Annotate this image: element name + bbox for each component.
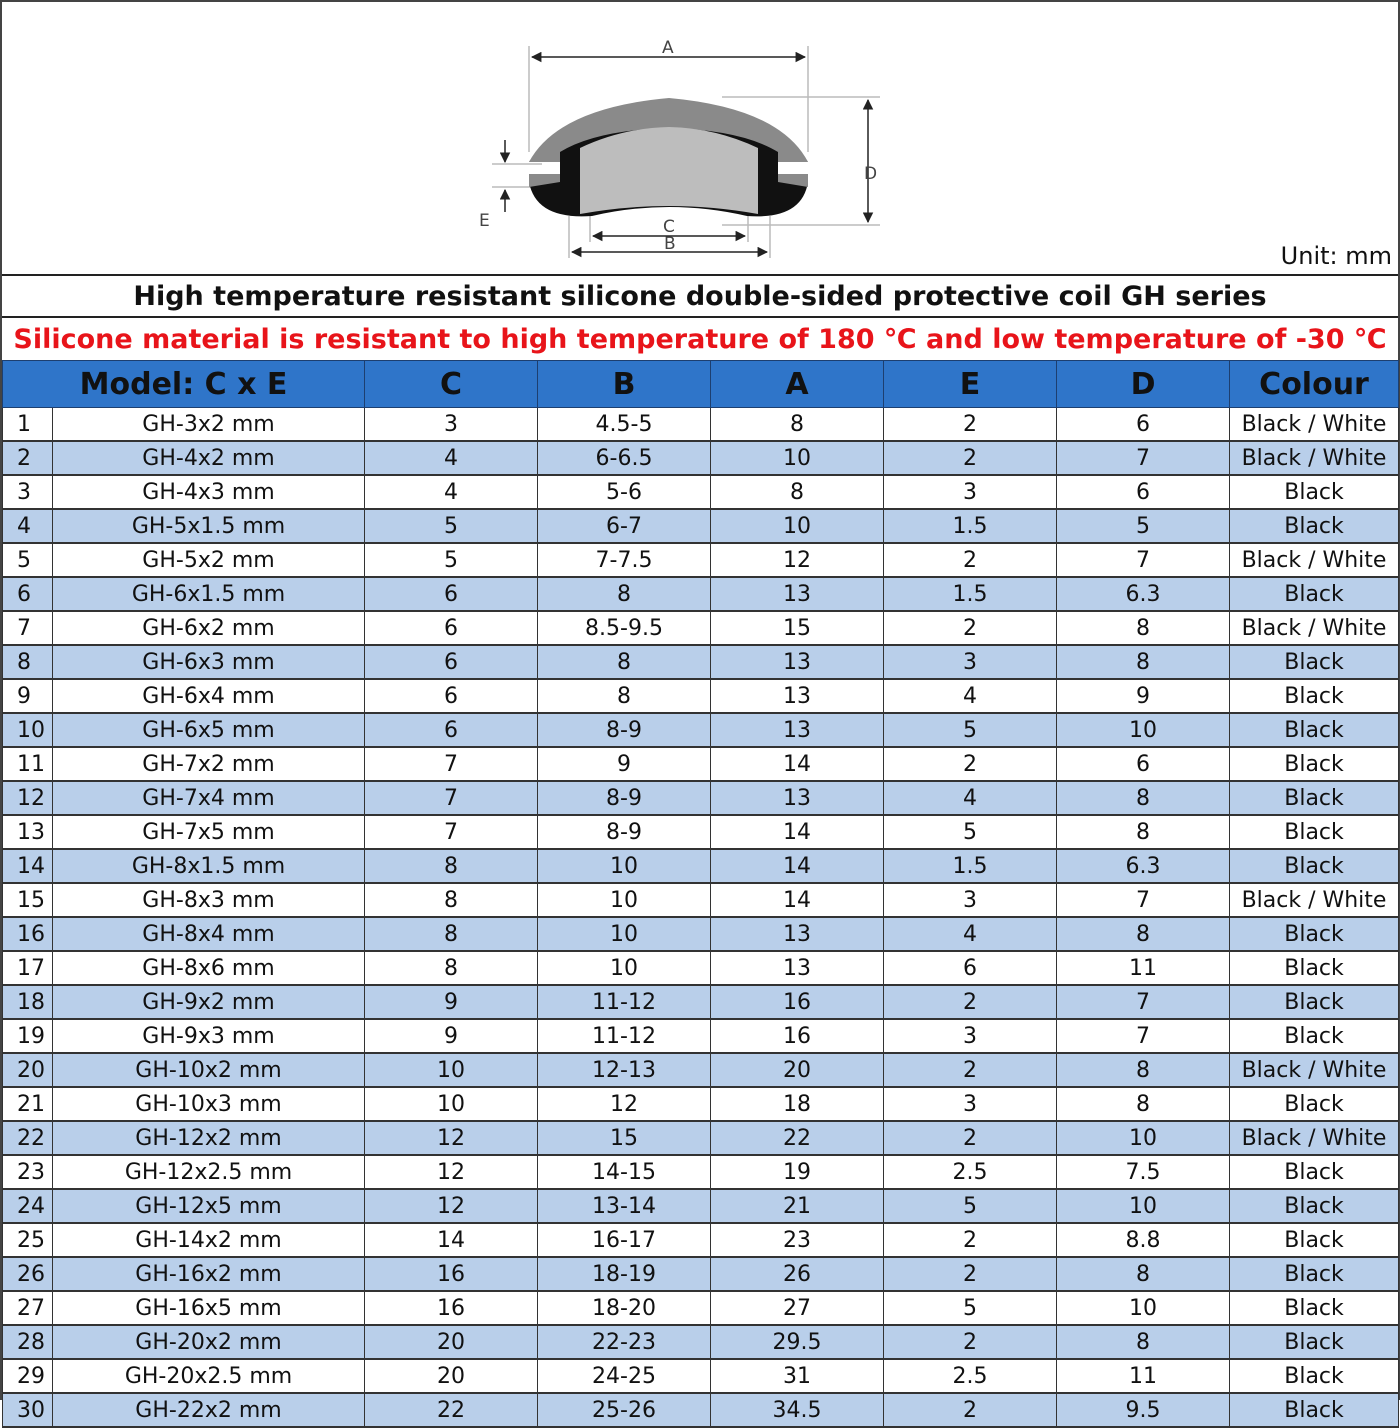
b-cell: 5-6 — [538, 475, 711, 509]
row-number: 6 — [3, 577, 53, 611]
c-cell: 9 — [365, 985, 538, 1019]
model-cell: GH-4x3 mm — [53, 475, 365, 509]
a-cell: 22 — [711, 1121, 884, 1155]
table-row — [3, 1359, 1399, 1393]
colour-cell: Black — [1230, 1257, 1399, 1291]
model-cell: GH-14x2 mm — [53, 1223, 365, 1257]
a-cell: 16 — [711, 1019, 884, 1053]
a-cell: 27 — [711, 1291, 884, 1325]
b-cell: 10 — [538, 951, 711, 985]
e-cell: 3 — [884, 1087, 1057, 1121]
a-cell: 8 — [711, 408, 884, 442]
header-d: D — [1057, 361, 1230, 408]
colour-cell: Black / White — [1230, 408, 1399, 442]
table-row — [3, 645, 1399, 679]
d-cell: 10 — [1057, 1121, 1230, 1155]
a-cell: 20 — [711, 1053, 884, 1087]
colour-cell: Black — [1230, 747, 1399, 781]
a-cell: 18 — [711, 1087, 884, 1121]
table-row — [3, 543, 1399, 577]
c-cell: 8 — [365, 951, 538, 985]
a-cell: 16 — [711, 985, 884, 1019]
row-number: 9 — [3, 679, 53, 713]
c-cell: 8 — [365, 883, 538, 917]
colour-cell: Black — [1230, 679, 1399, 713]
e-cell: 3 — [884, 1019, 1057, 1053]
a-cell: 13 — [711, 645, 884, 679]
row-number: 2 — [3, 441, 53, 475]
a-cell: 31 — [711, 1359, 884, 1393]
row-number: 23 — [3, 1155, 53, 1189]
colour-cell: Black — [1230, 951, 1399, 985]
d-cell: 7 — [1057, 441, 1230, 475]
b-cell: 6-7 — [538, 509, 711, 543]
e-cell: 2 — [884, 543, 1057, 577]
table-row — [3, 713, 1399, 747]
table-row — [3, 1223, 1399, 1257]
row-number: 21 — [3, 1087, 53, 1121]
table-row — [3, 1019, 1399, 1053]
c-cell: 6 — [365, 645, 538, 679]
model-cell: GH-16x2 mm — [53, 1257, 365, 1291]
row-number: 4 — [3, 509, 53, 543]
table-row — [3, 1189, 1399, 1223]
model-cell: GH-8x6 mm — [53, 951, 365, 985]
e-cell: 3 — [884, 475, 1057, 509]
e-cell: 3 — [884, 645, 1057, 679]
c-cell: 12 — [365, 1121, 538, 1155]
b-cell: 11-12 — [538, 985, 711, 1019]
b-cell: 11-12 — [538, 1019, 711, 1053]
c-cell: 9 — [365, 1019, 538, 1053]
table-row — [3, 611, 1399, 645]
table-title: High temperature resistant silicone double-sided protective coil GH series — [2, 274, 1398, 318]
table-row — [3, 951, 1399, 985]
table-row — [3, 781, 1399, 815]
model-cell: GH-10x2 mm — [53, 1053, 365, 1087]
grommet-diagram — [2, 2, 1398, 274]
e-cell: 2 — [884, 1393, 1057, 1427]
table-row — [3, 1393, 1399, 1427]
e-cell: 1.5 — [884, 849, 1057, 883]
model-cell: GH-16x5 mm — [53, 1291, 365, 1325]
colour-cell: Black / White — [1230, 441, 1399, 475]
colour-cell: Black — [1230, 1155, 1399, 1189]
model-cell: GH-6x4 mm — [53, 679, 365, 713]
colour-cell: Black — [1230, 645, 1399, 679]
diagram-area — [2, 2, 1398, 274]
colour-cell: Black — [1230, 1325, 1399, 1359]
e-cell: 5 — [884, 1189, 1057, 1223]
table-row — [3, 577, 1399, 611]
c-cell: 20 — [365, 1359, 538, 1393]
colour-cell: Black — [1230, 917, 1399, 951]
c-cell: 4 — [365, 441, 538, 475]
e-cell: 4 — [884, 781, 1057, 815]
e-cell: 2 — [884, 1121, 1057, 1155]
c-cell: 7 — [365, 781, 538, 815]
d-cell: 6 — [1057, 475, 1230, 509]
d-cell: 8 — [1057, 1257, 1230, 1291]
e-cell: 2.5 — [884, 1359, 1057, 1393]
b-cell: 15 — [538, 1121, 711, 1155]
row-number: 11 — [3, 747, 53, 781]
a-cell: 14 — [711, 883, 884, 917]
b-cell: 8-9 — [538, 713, 711, 747]
row-number: 30 — [3, 1393, 53, 1427]
b-cell: 8 — [538, 577, 711, 611]
model-cell: GH-8x4 mm — [53, 917, 365, 951]
a-cell: 14 — [711, 849, 884, 883]
d-cell: 8 — [1057, 781, 1230, 815]
c-cell: 5 — [365, 509, 538, 543]
header-a: A — [711, 361, 884, 408]
b-cell: 8-9 — [538, 815, 711, 849]
e-cell: 1.5 — [884, 577, 1057, 611]
colour-cell: Black — [1230, 1359, 1399, 1393]
colour-cell: Black — [1230, 1223, 1399, 1257]
header-row — [3, 361, 1399, 408]
c-cell: 16 — [365, 1257, 538, 1291]
model-cell: GH-12x2.5 mm — [53, 1155, 365, 1189]
e-cell: 2 — [884, 441, 1057, 475]
colour-cell: Black — [1230, 849, 1399, 883]
d-cell: 8 — [1057, 917, 1230, 951]
e-cell: 2 — [884, 1325, 1057, 1359]
row-number: 10 — [3, 713, 53, 747]
d-cell: 8.8 — [1057, 1223, 1230, 1257]
model-cell: GH-7x2 mm — [53, 747, 365, 781]
a-cell: 26 — [711, 1257, 884, 1291]
table-row — [3, 679, 1399, 713]
model-cell: GH-6x5 mm — [53, 713, 365, 747]
colour-cell: Black — [1230, 1393, 1399, 1427]
model-cell: GH-6x1.5 mm — [53, 577, 365, 611]
d-cell: 8 — [1057, 1325, 1230, 1359]
row-number: 14 — [3, 849, 53, 883]
row-number: 15 — [3, 883, 53, 917]
b-cell: 12 — [538, 1087, 711, 1121]
label-e: E — [479, 211, 490, 231]
b-cell: 8-9 — [538, 781, 711, 815]
d-cell: 6 — [1057, 408, 1230, 442]
b-cell: 6-6.5 — [538, 441, 711, 475]
b-cell: 7-7.5 — [538, 543, 711, 577]
colour-cell: Black — [1230, 577, 1399, 611]
d-cell: 7 — [1057, 883, 1230, 917]
b-cell: 10 — [538, 849, 711, 883]
d-cell: 6.3 — [1057, 577, 1230, 611]
model-cell: GH-8x1.5 mm — [53, 849, 365, 883]
b-cell: 4.5-5 — [538, 408, 711, 442]
c-cell: 6 — [365, 577, 538, 611]
colour-cell: Black / White — [1230, 611, 1399, 645]
c-cell: 6 — [365, 713, 538, 747]
b-cell: 10 — [538, 883, 711, 917]
c-cell: 10 — [365, 1053, 538, 1087]
label-b: B — [664, 234, 676, 254]
b-cell: 8 — [538, 645, 711, 679]
a-cell: 8 — [711, 475, 884, 509]
table-row — [3, 475, 1399, 509]
table-row — [3, 1121, 1399, 1155]
d-cell: 8 — [1057, 611, 1230, 645]
colour-cell: Black — [1230, 1087, 1399, 1121]
b-cell: 12-13 — [538, 1053, 711, 1087]
a-cell: 13 — [711, 577, 884, 611]
colour-cell: Black — [1230, 475, 1399, 509]
d-cell: 8 — [1057, 815, 1230, 849]
a-cell: 21 — [711, 1189, 884, 1223]
model-cell: GH-4x2 mm — [53, 441, 365, 475]
header-e: E — [884, 361, 1057, 408]
c-cell: 5 — [365, 543, 538, 577]
model-cell: GH-12x2 mm — [53, 1121, 365, 1155]
table-body — [3, 408, 1399, 1428]
spec-table — [2, 360, 1399, 1428]
model-cell: GH-9x3 mm — [53, 1019, 365, 1053]
a-cell: 12 — [711, 543, 884, 577]
a-cell: 13 — [711, 917, 884, 951]
colour-cell: Black — [1230, 713, 1399, 747]
header-b: B — [538, 361, 711, 408]
model-cell: GH-6x2 mm — [53, 611, 365, 645]
table-row — [3, 1087, 1399, 1121]
c-cell: 12 — [365, 1189, 538, 1223]
label-c: C — [663, 217, 675, 237]
e-cell: 2 — [884, 747, 1057, 781]
c-cell: 6 — [365, 611, 538, 645]
d-cell: 10 — [1057, 713, 1230, 747]
d-cell: 8 — [1057, 1087, 1230, 1121]
table-row — [3, 1155, 1399, 1189]
model-cell: GH-9x2 mm — [53, 985, 365, 1019]
row-number: 17 — [3, 951, 53, 985]
model-cell: GH-7x4 mm — [53, 781, 365, 815]
c-cell: 16 — [365, 1291, 538, 1325]
c-cell: 7 — [365, 815, 538, 849]
grommet-core — [580, 127, 758, 214]
colour-cell: Black / White — [1230, 1121, 1399, 1155]
colour-cell: Black — [1230, 1019, 1399, 1053]
colour-cell: Black / White — [1230, 543, 1399, 577]
label-d: D — [864, 164, 878, 184]
a-cell: 13 — [711, 781, 884, 815]
model-cell: GH-5x2 mm — [53, 543, 365, 577]
a-cell: 14 — [711, 815, 884, 849]
a-cell: 10 — [711, 441, 884, 475]
header-model: Model: C x E — [3, 361, 365, 408]
e-cell: 3 — [884, 883, 1057, 917]
table-row — [3, 849, 1399, 883]
row-number: 29 — [3, 1359, 53, 1393]
table-row — [3, 441, 1399, 475]
b-cell: 22-23 — [538, 1325, 711, 1359]
colour-cell: Black / White — [1230, 1053, 1399, 1087]
d-cell: 11 — [1057, 1359, 1230, 1393]
b-cell: 9 — [538, 747, 711, 781]
d-cell: 5 — [1057, 509, 1230, 543]
table-row — [3, 747, 1399, 781]
a-cell: 34.5 — [711, 1393, 884, 1427]
temperature-note: Silicone material is resistant to high temperature of 180 ℃ and low temperature of -30 ℃ — [13, 323, 1387, 355]
row-number: 18 — [3, 985, 53, 1019]
table-row — [3, 815, 1399, 849]
row-number: 8 — [3, 645, 53, 679]
e-cell: 5 — [884, 1291, 1057, 1325]
e-cell: 2 — [884, 985, 1057, 1019]
row-number: 16 — [3, 917, 53, 951]
a-cell: 23 — [711, 1223, 884, 1257]
table-row — [3, 1325, 1399, 1359]
model-cell: GH-12x5 mm — [53, 1189, 365, 1223]
row-number: 25 — [3, 1223, 53, 1257]
e-cell: 5 — [884, 815, 1057, 849]
a-cell: 15 — [711, 611, 884, 645]
b-cell: 10 — [538, 917, 711, 951]
a-cell: 29.5 — [711, 1325, 884, 1359]
colour-cell: Black — [1230, 1291, 1399, 1325]
colour-cell: Black — [1230, 985, 1399, 1019]
d-cell: 7.5 — [1057, 1155, 1230, 1189]
d-cell: 8 — [1057, 1053, 1230, 1087]
label-a: A — [662, 38, 674, 58]
b-cell: 24-25 — [538, 1359, 711, 1393]
a-cell: 13 — [711, 713, 884, 747]
d-cell: 10 — [1057, 1189, 1230, 1223]
e-cell: 2 — [884, 1257, 1057, 1291]
row-number: 20 — [3, 1053, 53, 1087]
header-c: C — [365, 361, 538, 408]
row-number: 1 — [3, 408, 53, 442]
table-row — [3, 883, 1399, 917]
d-cell: 7 — [1057, 985, 1230, 1019]
colour-cell: Black — [1230, 815, 1399, 849]
model-cell: GH-3x2 mm — [53, 408, 365, 442]
unit-label: Unit: mm — [1280, 242, 1392, 270]
model-cell: GH-22x2 mm — [53, 1393, 365, 1427]
row-number: 22 — [3, 1121, 53, 1155]
c-cell: 14 — [365, 1223, 538, 1257]
row-number: 3 — [3, 475, 53, 509]
a-cell: 13 — [711, 679, 884, 713]
table-row — [3, 985, 1399, 1019]
e-cell: 2 — [884, 611, 1057, 645]
b-cell: 18-19 — [538, 1257, 711, 1291]
model-cell: GH-5x1.5 mm — [53, 509, 365, 543]
row-number: 5 — [3, 543, 53, 577]
e-cell: 5 — [884, 713, 1057, 747]
c-cell: 22 — [365, 1393, 538, 1427]
row-number: 24 — [3, 1189, 53, 1223]
model-cell: GH-20x2.5 mm — [53, 1359, 365, 1393]
e-cell: 1.5 — [884, 509, 1057, 543]
d-cell: 6 — [1057, 747, 1230, 781]
a-cell: 13 — [711, 951, 884, 985]
b-cell: 14-15 — [538, 1155, 711, 1189]
d-cell: 7 — [1057, 543, 1230, 577]
e-cell: 4 — [884, 917, 1057, 951]
c-cell: 6 — [365, 679, 538, 713]
e-cell: 2 — [884, 1223, 1057, 1257]
colour-cell: Black — [1230, 509, 1399, 543]
model-cell: GH-7x5 mm — [53, 815, 365, 849]
d-cell: 7 — [1057, 1019, 1230, 1053]
c-cell: 12 — [365, 1155, 538, 1189]
model-cell: GH-6x3 mm — [53, 645, 365, 679]
c-cell: 7 — [365, 747, 538, 781]
row-number: 28 — [3, 1325, 53, 1359]
header-colour: Colour — [1230, 361, 1399, 408]
row-number: 19 — [3, 1019, 53, 1053]
e-cell: 2.5 — [884, 1155, 1057, 1189]
table-row — [3, 1257, 1399, 1291]
table-row — [3, 408, 1399, 442]
row-number: 12 — [3, 781, 53, 815]
d-cell: 8 — [1057, 645, 1230, 679]
c-cell: 20 — [365, 1325, 538, 1359]
c-cell: 8 — [365, 849, 538, 883]
d-cell: 9 — [1057, 679, 1230, 713]
table-row — [3, 509, 1399, 543]
colour-cell: Black — [1230, 1189, 1399, 1223]
table-row — [3, 1053, 1399, 1087]
b-cell: 8.5-9.5 — [538, 611, 711, 645]
row-number: 7 — [3, 611, 53, 645]
e-cell: 2 — [884, 1053, 1057, 1087]
e-cell: 6 — [884, 951, 1057, 985]
d-cell: 11 — [1057, 951, 1230, 985]
d-cell: 9.5 — [1057, 1393, 1230, 1427]
model-cell: GH-10x3 mm — [53, 1087, 365, 1121]
b-cell: 25-26 — [538, 1393, 711, 1427]
a-cell: 19 — [711, 1155, 884, 1189]
colour-cell: Black / White — [1230, 883, 1399, 917]
c-cell: 3 — [365, 408, 538, 442]
b-cell: 8 — [538, 679, 711, 713]
table-row — [3, 917, 1399, 951]
a-cell: 10 — [711, 509, 884, 543]
b-cell: 18-20 — [538, 1291, 711, 1325]
model-cell: GH-8x3 mm — [53, 883, 365, 917]
b-cell: 13-14 — [538, 1189, 711, 1223]
b-cell: 16-17 — [538, 1223, 711, 1257]
d-cell: 10 — [1057, 1291, 1230, 1325]
e-cell: 2 — [884, 408, 1057, 442]
a-cell: 14 — [711, 747, 884, 781]
c-cell: 10 — [365, 1087, 538, 1121]
row-number: 27 — [3, 1291, 53, 1325]
colour-cell: Black — [1230, 781, 1399, 815]
e-cell: 4 — [884, 679, 1057, 713]
row-number: 26 — [3, 1257, 53, 1291]
d-cell: 6.3 — [1057, 849, 1230, 883]
c-cell: 8 — [365, 917, 538, 951]
model-cell: GH-20x2 mm — [53, 1325, 365, 1359]
table-row — [3, 1291, 1399, 1325]
row-number: 13 — [3, 815, 53, 849]
c-cell: 4 — [365, 475, 538, 509]
